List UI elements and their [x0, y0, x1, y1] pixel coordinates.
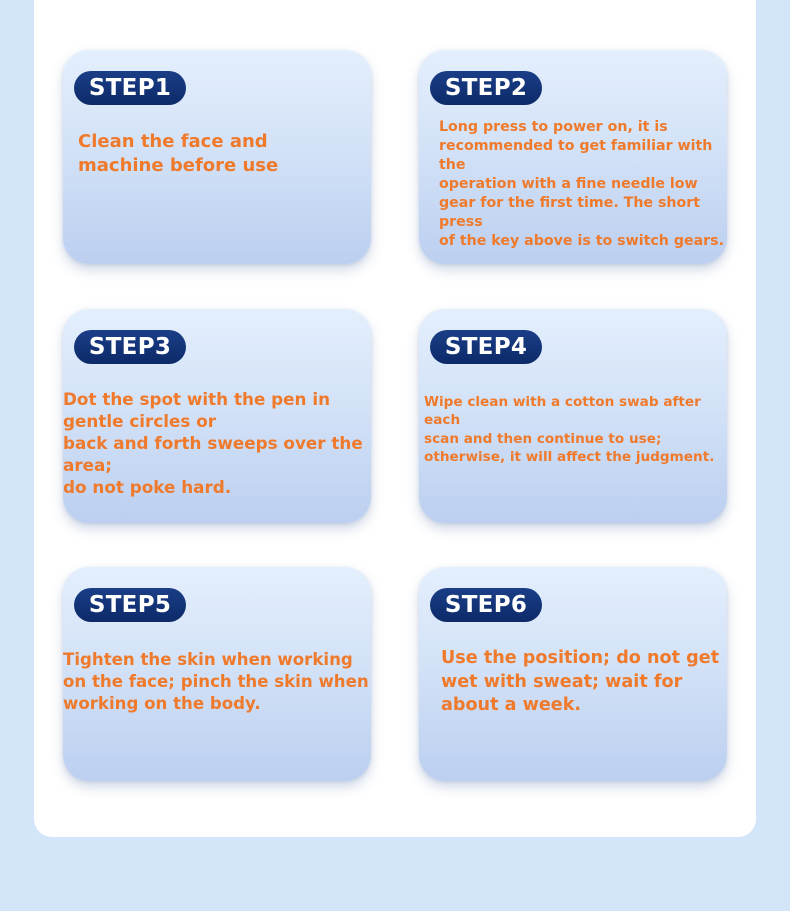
step-card-2: [419, 50, 727, 264]
step-badge-2: STEP2: [430, 71, 542, 105]
step-badge-3: STEP3: [74, 330, 186, 364]
step-badge-4: STEP4: [430, 330, 542, 364]
step-text-4: Wipe clean with a cotton swab after each scan and then continue to use; otherwise, it will affect the judgment.: [424, 394, 715, 465]
step-card-3: [63, 309, 371, 523]
step-badge-6: STEP6: [430, 588, 542, 622]
step-text-5: Tighten the skin when working on the face; pinch the skin when working on the body.: [63, 650, 369, 713]
step-card-5: [63, 567, 371, 781]
step-text-2: Long press to power on, it is recommended to get familiar with the operation with a fine needle low gear for the first time. The short press of the key above is to switch gears.: [439, 119, 724, 249]
step-text-6: Use the position; do not get wet with sweat; wait for about a week.: [441, 648, 720, 715]
step-card-6: [419, 567, 727, 781]
step-badge-5: STEP5: [74, 588, 186, 622]
step-text-3: Dot the spot with the pen in gentle circles or back and forth sweeps over the area; do not poke hard.: [63, 389, 363, 497]
step-badge-1: STEP1: [74, 71, 186, 105]
step-text-1: Clean the face and machine before use: [78, 131, 279, 176]
step-card-1: [63, 50, 371, 264]
step-card-4: [419, 309, 727, 523]
